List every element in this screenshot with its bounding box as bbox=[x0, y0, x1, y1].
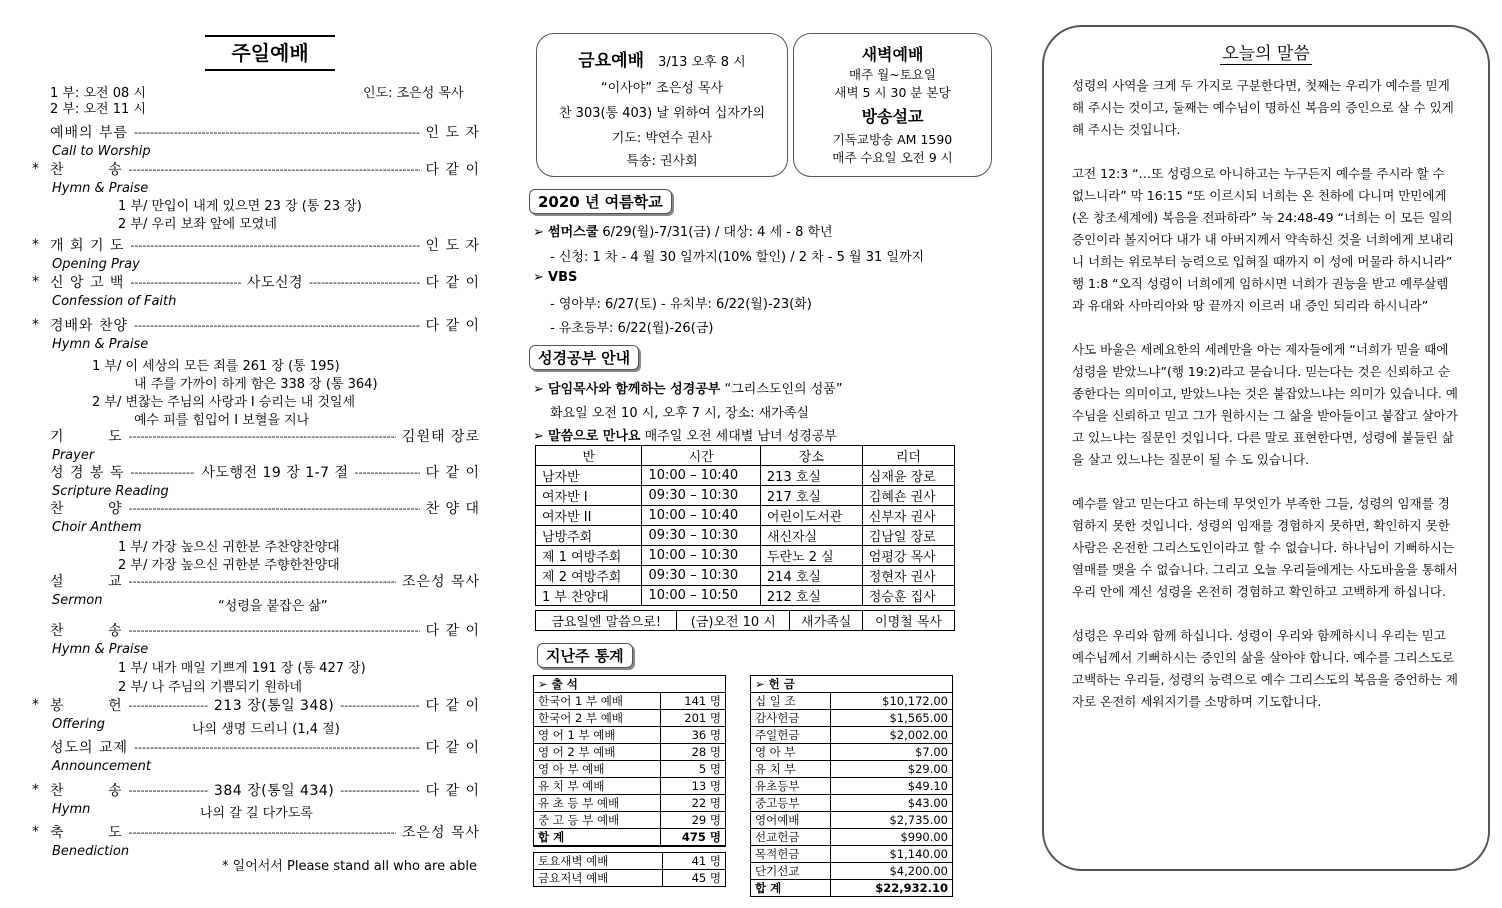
table-cell: $7.00 bbox=[830, 744, 952, 761]
vbs-line1: - 영아부: 6/27(토) - 유치부: 6/22(월)-23(화) bbox=[550, 297, 812, 312]
table-cell: 심재윤 장로 bbox=[862, 466, 954, 486]
vbs-label: VBS bbox=[548, 270, 578, 285]
order-item-leader: 조은성 목사 bbox=[401, 574, 480, 590]
table-cell: 13 명 bbox=[660, 778, 725, 795]
dot-leader bbox=[130, 466, 195, 479]
dot-leader bbox=[355, 466, 420, 479]
word-paragraph: 성령은 우리와 함께 하십니다. 성령이 우리와 함께하시니 우리는 믿고 예수님께서 기뻐하시는 증인의 삶을 살아야 합니다. 예수를 그리스도로 고백하는 우리들, 성령의 능력으로 예수 그리스도의 복음을 증언하는 제자로 온전히 세워지기를 소망하며 기도합니다. bbox=[1072, 628, 1458, 709]
table-cell: 41 명 bbox=[663, 853, 726, 870]
summer-school-title: 2020 년 여름학교 bbox=[529, 189, 672, 214]
order-item-label: 기 도 bbox=[50, 429, 123, 445]
dot-leader bbox=[129, 575, 396, 588]
word-paragraph: 사도 바울은 세례요한의 세례만을 아는 제자들에게 “너희가 믿을 때에 성령을 받았느냐”(행 19:2)라고 묻습니다. 믿는다는 것은 신뢰하고 순종한다는 의미이고, 받았느냐는 것은 붙잡았느냐는 의미가 있습니다. 예수님을 신뢰하고 믿고 그가 원하시는 그 삶을 받아들이고 붙잡고 살아가고 있느냐는 질문인 것입니다. 다른 말로 표현한다면, 성령에 붙들린 삶을 살고 있느냐는 질문이 될 수 도 있습니다. bbox=[1072, 342, 1458, 467]
hymn1-line2: 2 부/ 우리 보좌 앞에 모였네 bbox=[118, 217, 277, 232]
dot-leader bbox=[130, 276, 240, 289]
table-row bbox=[536, 526, 955, 546]
order-item-label: 신 앙 고 백 bbox=[50, 275, 125, 291]
table-cell: 유초등부 bbox=[751, 778, 831, 795]
friday-word-table bbox=[535, 610, 955, 631]
order-item bbox=[32, 780, 480, 800]
praise-line1: 1 부/ 이 세상의 모든 죄를 261 장 (통 195) bbox=[92, 359, 340, 374]
table-cell: 어린이도서관 bbox=[760, 506, 862, 526]
table-row bbox=[536, 466, 955, 486]
column-header: 반 bbox=[536, 446, 642, 466]
table-cell: 금요저녁 예배 bbox=[534, 870, 663, 887]
table-row bbox=[536, 546, 955, 566]
table-cell: 유 치 부 예배 bbox=[534, 778, 661, 795]
table-cell: 십 일 조 bbox=[751, 693, 831, 710]
bible-study-title: 성경공부 안내 bbox=[529, 345, 639, 370]
table-row bbox=[534, 693, 726, 710]
order-item-english: Sermon bbox=[52, 593, 103, 608]
arrow-right-icon: ➢ bbox=[538, 677, 552, 691]
table-cell: 합 계 bbox=[534, 829, 661, 847]
friday-header bbox=[537, 46, 787, 71]
table-cell: 주일헌금 bbox=[751, 727, 831, 744]
order-item-leader: 김원태 장로 bbox=[401, 429, 480, 445]
table-cell: 1 부 찬양대 bbox=[536, 586, 642, 606]
table-row bbox=[534, 812, 726, 829]
stand-marker: * bbox=[32, 824, 39, 840]
table-cell: 신부자 권사 bbox=[862, 506, 954, 526]
order-item-english: Announcement bbox=[52, 759, 151, 774]
table-row bbox=[536, 611, 955, 631]
table-cell: 10:00 – 10:40 bbox=[642, 506, 760, 526]
order-item-english: Opening Pray bbox=[52, 257, 140, 272]
vbs-line bbox=[533, 270, 577, 285]
order-item bbox=[32, 159, 480, 179]
table-cell: 214 호실 bbox=[760, 566, 862, 586]
table-cell: 09:30 – 10:30 bbox=[642, 566, 760, 586]
table-cell: 영어예배 bbox=[751, 812, 831, 829]
column-header: 시간 bbox=[642, 446, 760, 466]
order-item-english: Hymn bbox=[52, 802, 91, 817]
friday-service-box bbox=[536, 33, 788, 177]
table-row bbox=[534, 761, 726, 778]
table-row bbox=[534, 727, 726, 744]
offering-header bbox=[751, 676, 953, 693]
stand-footnote: * 일어서서 Please stand all who are able bbox=[222, 859, 478, 874]
arrow-right-icon: ➢ bbox=[533, 429, 544, 444]
table-row bbox=[534, 778, 726, 795]
order-item bbox=[50, 571, 480, 591]
sunday-service-column bbox=[0, 0, 500, 908]
friday-prayer: 기도: 박연수 권사 bbox=[611, 131, 713, 146]
order-item-label: 개 회 기 도 bbox=[50, 238, 125, 254]
bible-item1-sub: 화요일 오전 10 시, 오후 7 시, 장소: 새가족실 bbox=[550, 406, 809, 421]
order-item-leader: 다 같 이 bbox=[425, 623, 480, 639]
table-row bbox=[536, 486, 955, 506]
attendance-header bbox=[534, 676, 726, 693]
table-cell: 201 명 bbox=[660, 710, 725, 727]
table-cell: 212 호실 bbox=[760, 586, 862, 606]
order-item bbox=[50, 620, 480, 640]
table-cell: 217 호실 bbox=[760, 486, 862, 506]
order-item-label: 봉 헌 bbox=[50, 698, 123, 714]
todays-word-box bbox=[1042, 25, 1490, 871]
order-item-leader: 다 같 이 bbox=[425, 698, 480, 714]
word-paragraph: 고전 12:3 “…또 성령으로 아니하고는 누구든지 예수를 주시라 할 수 없느니라” 막 16:15 “또 이르시되 너희는 온 천하에 다니며 만민에게(온 창조세계에) 복음을 전파하라” 눅 24:48-49 “너희는 이 모든 일의 증인이라 볼지어다 내가 내 아버지께서 약속하신 것을 너희에게 보내리니 너희는 위로부터 능력으로 입혀질 때까지 이 성에 머물라 하시니라” 행 1:8 “오직 성령이 너희에게 임하시면 너희가 권능을 받고 예루살렘과 유대와 사마리아와 땅 끝까지 이르러 내 증인 되리라 하시니라” bbox=[1072, 166, 1454, 313]
friday-special: 특송: 권사회 bbox=[626, 154, 698, 169]
hymn1-line1: 1 부/ 만입이 내게 있으면 23 장 (통 23 장) bbox=[118, 199, 362, 214]
arrow-right-icon: ➢ bbox=[533, 382, 544, 397]
dot-leader bbox=[309, 276, 419, 289]
order-item bbox=[50, 122, 480, 142]
table-header-row bbox=[751, 676, 953, 693]
table-cell: 엄평강 목사 bbox=[862, 546, 954, 566]
table-cell: 5 명 bbox=[660, 761, 725, 778]
table-row bbox=[534, 829, 726, 847]
stand-marker: * bbox=[32, 237, 39, 253]
table-cell: $10,172.00 bbox=[830, 693, 952, 710]
table-cell: 금요일엔 말씀으로! bbox=[536, 611, 677, 631]
table-row bbox=[751, 710, 953, 727]
table-cell: 새가족실 bbox=[790, 611, 863, 631]
table-row bbox=[751, 778, 953, 795]
table-cell: 한국어 2 부 예배 bbox=[534, 710, 661, 727]
table-cell: 여자반 II bbox=[536, 506, 642, 526]
todays-word-title-wrap bbox=[1044, 39, 1488, 64]
order-item-detail: 213 장(통일 348) bbox=[213, 698, 335, 714]
summer-camp-line bbox=[533, 221, 833, 240]
table-row bbox=[534, 744, 726, 761]
dot-leader bbox=[130, 239, 419, 252]
table-row bbox=[751, 846, 953, 863]
table-cell: 이명철 목사 bbox=[863, 611, 955, 631]
order-item-label: 경배와 찬양 bbox=[50, 318, 129, 334]
stand-marker: * bbox=[32, 697, 39, 713]
table-cell: 김남일 장로 bbox=[862, 526, 954, 546]
table-cell: (금)오전 10 시 bbox=[677, 611, 790, 631]
choir-line2: 2 부/ 가장 높으신 귀한분 주향한찬양대 bbox=[118, 558, 340, 573]
arrow-right-icon: ➢ bbox=[533, 270, 544, 285]
bible-study-table bbox=[535, 445, 955, 606]
dot-leader bbox=[134, 126, 419, 139]
table-cell: 영 아 부 예배 bbox=[534, 761, 661, 778]
stats-title: 지난주 통계 bbox=[537, 643, 633, 668]
attendance-header-label: 출 석 bbox=[551, 677, 578, 691]
table-header-row bbox=[536, 446, 955, 466]
order-item-english: Confession of Faith bbox=[52, 294, 177, 309]
order-item-english: Choir Anthem bbox=[52, 520, 142, 535]
sermon-title: “성령을 붙잡은 삶” bbox=[218, 599, 328, 614]
order-item-english: Hymn & Praise bbox=[52, 642, 149, 657]
order-item-label: 성 경 봉 독 bbox=[50, 465, 125, 481]
dot-leader bbox=[129, 784, 208, 797]
order-item-english: Hymn & Praise bbox=[52, 181, 149, 196]
service-title: 주일예배 bbox=[205, 35, 335, 71]
hymn2-line2: 2 부/ 나 주님의 기쁨되기 원하네 bbox=[118, 680, 303, 695]
table-row bbox=[534, 710, 726, 727]
order-item-label: 예배의 부름 bbox=[50, 125, 129, 141]
friday-date: 3/13 오후 8 시 bbox=[658, 55, 746, 70]
table-cell: $990.00 bbox=[830, 829, 952, 846]
stand-marker: * bbox=[32, 274, 39, 290]
table-cell: 475 명 bbox=[660, 829, 725, 847]
order-item-label: 설 교 bbox=[50, 574, 123, 590]
choir-line1: 1 부/ 가장 높으신 귀한분 주찬양찬양대 bbox=[118, 540, 340, 555]
table-cell: $2,002.00 bbox=[830, 727, 952, 744]
table-row bbox=[751, 727, 953, 744]
order-item-leader: 다 같 이 bbox=[425, 783, 480, 799]
order-item bbox=[32, 315, 480, 335]
table-cell: $43.00 bbox=[830, 795, 952, 812]
dawn-line1: 매주 월~토요일 bbox=[849, 67, 936, 82]
order-item-english: Scripture Reading bbox=[52, 484, 169, 499]
dot-leader bbox=[129, 826, 396, 839]
summer-camp-sub: - 신청: 1 차 - 4 월 30 일까지(10% 할인) / 2 차 - 5 월 31 일까지 bbox=[550, 250, 925, 265]
word-paragraph: 예수를 알고 믿는다고 하는데 무엇인가 부족한 그들, 성령의 임재를 경험하지 못한 것입니다. 성령의 임재를 경험하지 못하면, 확인하지 못한 사람은 온전한 그리스도인이라고 할 수 없습니다. 하나님이 기뻐하시는 열매를 맺을 수 없습니다. 그리고 오늘 우리들에게는 사도바울을 통해서 우리 안에 계신 성령을 온전히 경험하고 확인하고 고백하게 하십니다. bbox=[1072, 496, 1458, 599]
table-cell: 09:30 – 10:30 bbox=[642, 486, 760, 506]
table-cell: $22,932.10 bbox=[830, 880, 952, 897]
table-row bbox=[536, 566, 955, 586]
table-cell: 10:00 – 10:50 bbox=[642, 586, 760, 606]
table-cell: 영 어 1 부 예배 bbox=[534, 727, 661, 744]
summer-camp-text: 6/29(월)-7/31(금) / 대상: 4 세 - 8 학년 bbox=[598, 225, 833, 240]
offering-table bbox=[750, 675, 953, 897]
order-item-leader: 다 같 이 bbox=[425, 162, 480, 178]
table-row bbox=[751, 795, 953, 812]
todays-word-title: 오늘의 말씀 bbox=[1222, 44, 1310, 64]
dot-leader bbox=[129, 699, 208, 712]
table-cell: 09:30 – 10:30 bbox=[642, 526, 760, 546]
friday-title: 금요예배 bbox=[578, 51, 644, 71]
order-item-label: 찬 양 bbox=[50, 501, 123, 517]
offering-header-label: 헌 금 bbox=[768, 677, 795, 691]
table-row bbox=[751, 693, 953, 710]
order-item-english: Benediction bbox=[52, 844, 130, 859]
order-item-label: 찬 송 bbox=[50, 162, 123, 178]
order-item bbox=[50, 498, 480, 518]
order-item-label: 성도의 교제 bbox=[50, 740, 129, 756]
table-cell: 제 2 여방주회 bbox=[536, 566, 642, 586]
order-item bbox=[50, 737, 480, 757]
order-item-english: Hymn & Praise bbox=[52, 337, 149, 352]
order-item-english: Call to Worship bbox=[52, 144, 151, 159]
column-header: 리더 bbox=[862, 446, 954, 466]
table-cell: 한국어 1 부 예배 bbox=[534, 693, 661, 710]
arrow-right-icon: ➢ bbox=[755, 677, 769, 691]
bible-item1-title: 담임목사와 함께하는 성경공부 bbox=[548, 382, 721, 397]
order-item bbox=[32, 235, 480, 255]
table-cell: $1,565.00 bbox=[830, 710, 952, 727]
table-cell: 합 계 bbox=[751, 880, 831, 897]
stand-marker: * bbox=[32, 161, 39, 177]
order-item bbox=[32, 822, 480, 842]
table-cell: 29 명 bbox=[660, 812, 725, 829]
table-row bbox=[751, 829, 953, 846]
table-cell: 김혜숀 권사 bbox=[862, 486, 954, 506]
table-cell: 10:00 – 10:40 bbox=[642, 466, 760, 486]
offering-song: 나의 생명 드리니 (1,4 절) bbox=[192, 722, 340, 737]
praise-line2: 내 주를 가까이 하게 함은 338 장 (통 364) bbox=[134, 377, 378, 392]
dawn-line2: 새벽 5 시 30 분 본당 bbox=[834, 85, 951, 100]
vbs-line2: - 유초등부: 6/22(월)-26(금) bbox=[550, 321, 714, 336]
dot-leader bbox=[134, 319, 419, 332]
dot-leader bbox=[134, 741, 419, 754]
table-cell: 유 초 등 부 예배 bbox=[534, 795, 661, 812]
table-cell: 새신자실 bbox=[760, 526, 862, 546]
table-cell: $2,735.00 bbox=[830, 812, 952, 829]
order-item-leader: 조은성 목사 bbox=[401, 825, 480, 841]
praise-line3: 2 부/ 변찮는 주님의 사랑과 I 승리는 내 것일세 bbox=[92, 395, 356, 410]
order-item-leader: 다 같 이 bbox=[425, 275, 480, 291]
table-cell: 유 치 부 bbox=[751, 761, 831, 778]
table-cell: 중 고 등 부 예배 bbox=[534, 812, 661, 829]
table-cell: $1,140.00 bbox=[830, 846, 952, 863]
table-cell: 단기선교 bbox=[751, 863, 831, 880]
table-row bbox=[534, 795, 726, 812]
dot-leader bbox=[129, 502, 420, 515]
table-cell: 여자반 I bbox=[536, 486, 642, 506]
dawn-service-box bbox=[793, 33, 992, 177]
bible-item2 bbox=[533, 425, 837, 444]
order-item-leader: 인 도 자 bbox=[425, 125, 480, 141]
table-row bbox=[751, 761, 953, 778]
table-row bbox=[536, 586, 955, 606]
dot-leader bbox=[340, 699, 419, 712]
table-cell: 감사헌금 bbox=[751, 710, 831, 727]
friday-sermon: “이사야” 조은성 목사 bbox=[600, 81, 724, 96]
table-cell: $49.10 bbox=[830, 778, 952, 795]
bible-item1 bbox=[533, 378, 843, 397]
order-item-label: 축 도 bbox=[50, 825, 123, 841]
table-cell: $4,200.00 bbox=[830, 863, 952, 880]
order-item-detail: 사도신경 bbox=[246, 275, 304, 291]
table-row bbox=[751, 744, 953, 761]
table-row bbox=[534, 853, 726, 870]
todays-word-body bbox=[1072, 75, 1460, 713]
dot-leader bbox=[340, 784, 419, 797]
order-item-leader: 다 같 이 bbox=[425, 465, 480, 481]
order-item-leader: 인 도 자 bbox=[425, 238, 480, 254]
order-item-leader: 다 같 이 bbox=[425, 740, 480, 756]
arrow-right-icon: ➢ bbox=[533, 225, 544, 240]
dot-leader bbox=[129, 163, 420, 176]
table-row bbox=[534, 870, 726, 887]
service-time-2: 2 부: 오전 11 시 bbox=[50, 102, 146, 117]
order-item-detail: 사도행전 19 장 1-7 절 bbox=[201, 465, 349, 481]
stand-marker: * bbox=[32, 317, 39, 333]
table-cell: $29.00 bbox=[830, 761, 952, 778]
table-cell: 남자반 bbox=[536, 466, 642, 486]
table-row bbox=[751, 880, 953, 897]
table-cell: 22 명 bbox=[660, 795, 725, 812]
broadcast-line1: 기독교방송 AM 1590 bbox=[832, 132, 953, 147]
attendance-table bbox=[533, 675, 726, 847]
order-item-english: Prayer bbox=[52, 448, 95, 463]
order-item bbox=[32, 272, 480, 292]
order-item bbox=[50, 462, 480, 482]
dot-leader bbox=[129, 624, 420, 637]
table-cell: 213 호실 bbox=[760, 466, 862, 486]
friday-hymn: 찬 303(통 403) 날 위하여 십자가의 bbox=[558, 106, 765, 121]
column-header: 장소 bbox=[760, 446, 862, 466]
broadcast-title: 방송설교 bbox=[861, 107, 924, 126]
table-cell: 28 명 bbox=[660, 744, 725, 761]
table-row bbox=[751, 863, 953, 880]
order-item bbox=[50, 426, 480, 446]
word-paragraph: 성령의 사역을 크게 두 가지로 구분한다면, 첫째는 우리가 예수를 믿게 해 주시는 것이고, 둘째는 예수님이 명하신 복음의 증인으로 살 수 있게 해 주시는 것입니다. bbox=[1072, 78, 1454, 137]
extra-attendance-table bbox=[533, 852, 726, 887]
service-time-1: 1 부: 오전 08 시 bbox=[50, 86, 146, 101]
closing-hymn: 나의 갈 길 다가도록 bbox=[200, 806, 313, 821]
bible-item2-title: 말씀으로 만나요 bbox=[548, 429, 641, 444]
table-cell: 선교헌금 bbox=[751, 829, 831, 846]
order-item-english: Offering bbox=[52, 717, 106, 732]
table-cell: 141 명 bbox=[660, 693, 725, 710]
table-cell: 중고등부 bbox=[751, 795, 831, 812]
order-item-label: 찬 송 bbox=[50, 623, 123, 639]
table-cell: 제 1 여방주회 bbox=[536, 546, 642, 566]
table-header-row bbox=[534, 676, 726, 693]
table-cell: 목적헌금 bbox=[751, 846, 831, 863]
stand-marker: * bbox=[32, 782, 39, 798]
table-cell: 정현자 권사 bbox=[862, 566, 954, 586]
table-cell: 두란노 2 실 bbox=[760, 546, 862, 566]
table-cell: 토요새벽 예배 bbox=[534, 853, 663, 870]
broadcast-line2: 매주 수요일 오전 9 시 bbox=[832, 150, 953, 165]
dawn-title: 새벽예배 bbox=[861, 45, 924, 64]
order-item-detail: 384 장(통일 434) bbox=[213, 783, 335, 799]
dot-leader bbox=[129, 430, 396, 443]
table-cell: 45 명 bbox=[663, 870, 726, 887]
table-cell: 남방주회 bbox=[536, 526, 642, 546]
table-cell: 36 명 bbox=[660, 727, 725, 744]
order-item-leader: 다 같 이 bbox=[425, 318, 480, 334]
bible-item2-desc: 매주일 오전 세대별 남녀 성경공부 bbox=[640, 429, 837, 444]
hymn2-line1: 1 부/ 내가 매일 기쁘게 191 장 (통 427 장) bbox=[118, 661, 366, 676]
table-cell: 정승훈 집사 bbox=[862, 586, 954, 606]
praise-line4: 예수 피를 힘입어 I 보혈을 지나 bbox=[134, 413, 310, 428]
summer-camp-label: 썸머스쿨 bbox=[548, 225, 599, 240]
bible-item1-book: “그리스도인의 성품” bbox=[720, 382, 843, 397]
table-cell: 영 아 부 bbox=[751, 744, 831, 761]
order-item bbox=[32, 695, 480, 715]
table-cell: 영 어 2 부 예배 bbox=[534, 744, 661, 761]
service-leader: 인도: 조은성 목사 bbox=[363, 86, 464, 101]
order-item-leader: 찬 양 대 bbox=[425, 501, 480, 517]
table-row bbox=[536, 506, 955, 526]
table-cell: 10:00 – 10:30 bbox=[642, 546, 760, 566]
order-item-label: 찬 송 bbox=[50, 783, 123, 799]
table-row bbox=[751, 812, 953, 829]
